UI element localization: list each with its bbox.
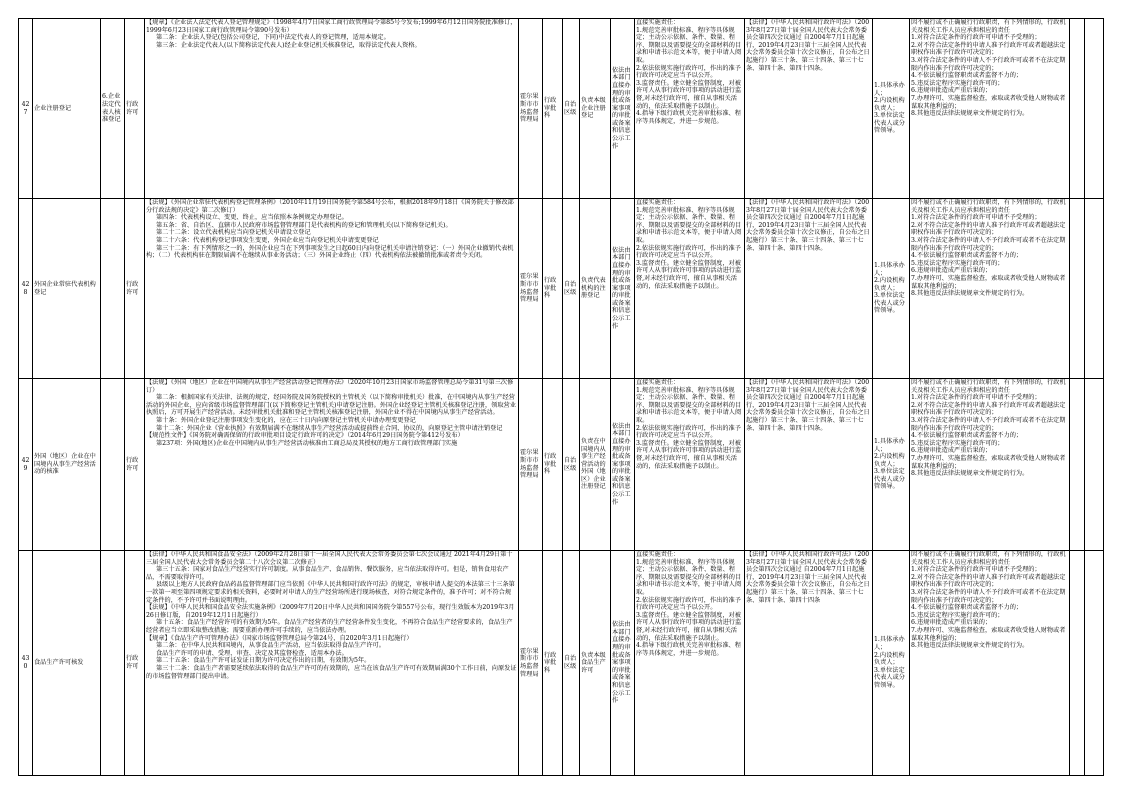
responsibility-detail	[635, 551, 745, 776]
scope-of-duty: 负责代表机构的注册登记	[580, 199, 611, 379]
item-type: 行政许可	[125, 199, 145, 379]
item-name: 食品生产许可核发	[33, 551, 101, 776]
row-number: 428	[19, 199, 33, 379]
act-line: 6.违规审批造成严重后果的；	[911, 87, 992, 95]
table-row	[19, 551, 1104, 776]
responsibility-basis: 【法律】《中华人民共和国行政许可法》（2003年8月27日第十届全国人民代表大会常务委员会第四次会议通过 自2004年7月1日起施行，2019年4月23日第十三届全国人民代表大会常务委员会第十次会议修正，自公布之日起施行）第三十条、第三十四条、第三十七条、第四十条、第四十四条。	[745, 19, 873, 199]
act-line: 4.不依法履行监督职责或者监督不力的；	[911, 72, 1023, 80]
table-row	[19, 19, 1104, 199]
basis-line: 第二十二条：设立代表机构应当向登记机关申请设立登记	[156, 229, 311, 237]
item-type: 行政许可	[125, 379, 145, 551]
accountability	[910, 379, 1070, 551]
basis-line: 第二条：在中华人民共和国境内，从事食品生产活动，应当依法取得食品生产许可。	[156, 642, 385, 650]
scope-of-duty: 负责在中国境内从事生产经营活动的外国（地区）企业注册登记	[580, 379, 611, 551]
responsibility-basis: 【法律】《中华人民共和国行政许可法》（2003年8月27日第十届全国人民代表大会常务委员会第四次会议通过 自2004年7月1日起施行，2019年4月23日第十三届全国人民代表大会常务委员会第十次会议修正，自公布之日起施行）第三十条、第三十四条、第三十七条、第四十条、第四十四条。	[745, 199, 873, 379]
act-line: 7.办理许可、实施监督检查，索取或者收受他人财物或者谋取其他利益的；	[911, 274, 1066, 290]
basis-line: 第237项：外国(地区)企业在中国境内从事生产经营活动核准由工商总局及其授权的地方工商行政管理部门实施	[156, 439, 458, 447]
act-line: 8.其他违反法律法规规章文件规定的行为。	[911, 110, 1029, 118]
sub-item-name	[101, 379, 125, 551]
act-line: 5.违反法定程序实施行政许可的；	[911, 79, 1004, 87]
sub-item-name: 6.企业法定代表人核准登记	[101, 19, 125, 199]
act-line: 4.不依法履行监督职责或者监督不力的；	[911, 604, 1023, 612]
empty-cell	[1085, 19, 1104, 199]
basis-line: 第二十五条：食品生产许可证发证日期为许可决定作出的日期，有效期为5年。	[156, 657, 371, 665]
responsibility-detail	[635, 379, 745, 551]
handling-unit: 行政审批科	[543, 199, 563, 379]
basis-line: 第十二条：外国企业《营业执照》有效期届满不在继续从事生产经营活动或提前终止合同、协议的，向原登记主管申请注销登记	[156, 424, 503, 432]
act-line: 7.办理许可、实施监督检查，索取或者收受他人财物或者谋取其他利益的；	[911, 626, 1066, 642]
scope-of-duty: 负责本级食品生产许可	[580, 551, 611, 776]
basis-line: 第十条：外国企业登记注册事项发生变化的，应在三十日内向原登记主管机关申请办理变更登记	[156, 416, 416, 424]
resp-line: 直接实施责任：	[636, 199, 680, 206]
resp-line: 1.规范完善审批标准、程序等具体规定；主动公示依据、条件、数量、程序、期限以及需要提交的全部材料的目录和申请书示范文本等，便于申请人阅取。	[636, 206, 742, 244]
accountability	[910, 19, 1070, 199]
handling-unit: 行政审批科	[543, 19, 563, 199]
resp-line: 2.依法依规实施行政许可，作出的准予行政许可决定应当予以公开。	[636, 244, 741, 260]
act-line: 3.对符合法定条件的申请人不予行政许可或者不在法定期限内作出准予行政许可决定的；	[911, 416, 1066, 432]
act-line: 3.对符合法定条件的申请人不予行政许可或者不在法定期限内作出准予行政许可决定的；	[911, 236, 1066, 252]
accountability	[910, 551, 1070, 776]
act-line: 5.违反法定程序实施行政许可的；	[911, 439, 1004, 447]
act-line: 5.违反法定程序实施行政许可的；	[911, 259, 1004, 267]
act-line: 8.其他违反法律法规规章文件规定的行为。	[911, 290, 1029, 298]
act-line: 3.对符合法定条件的申请人不予行政许可或者不在法定期限内作出准予行政许可决定的；	[911, 56, 1066, 72]
act-line: 1.对符合法定条件的行政许可申请不予受理的；	[911, 34, 1041, 42]
basis-line: 【法律】《中华人民共和国食品安全法》（2009年2月28日第十一届全国人民代表大会常务委员会第七次会议通过 2021年4月29日第十三届全国人民代表大会常务委员会第二十八次会议第二次修正）	[146, 551, 513, 566]
basis-line: 【规范性文件】《国务院对确需保留的行政审批项目设定行政许可的决定》（2014年6月29日国务院令第412号发布）	[146, 432, 464, 440]
basis-line: 食品生产许可的申请、受理、审查、决定及其监督检查，适用本办法。	[156, 649, 348, 657]
act-line: 2.对不符合法定条件的申请人准予行政许可或者超越法定职权作出准予行政许可决定的；	[911, 401, 1066, 417]
act-line: 1.对符合法定条件的行政许可申请不予受理的；	[911, 394, 1041, 402]
item-type: 行政许可	[125, 19, 145, 199]
resp-line: 3.监督责任。建立健全监督制度，对被许可人从事行政许可事项的活动进行监督,对未经行政许可，擅自从事相关活动的，依法采取措施予以制止。	[636, 611, 742, 642]
legal-basis	[145, 19, 519, 199]
implementing-agency: 霍尔果斯市市场监督管理局	[519, 551, 543, 776]
legal-basis	[145, 199, 519, 379]
empty-cell	[1085, 379, 1104, 551]
item-name: 企业注册登记	[33, 19, 101, 199]
implementing-agency: 霍尔果斯市市场监督管理局	[519, 19, 543, 199]
resp-line: 3.监督责任。建立健全监督制度，对被许可人从事行政许可事项的活动进行监督,对未经行政许可，擅自从事相关活动的，依法采取措施予以制止。	[636, 259, 742, 290]
act-line: 因不履行或不正确履行行政职责，有下列情形的，行政机关及相关工作人员应承担相应的责任	[911, 199, 1066, 214]
authority-level: 自治区级	[563, 199, 580, 379]
act-line: 3.对符合法定条件的申请人不予行政许可或者不在法定期限内作出准予行政许可决定的；	[911, 588, 1066, 604]
responsibility-basis: 【法律】《中华人民共和国行政许可法》（2003年8月27日第十届全国人民代表大会常务委员会第四次会议通过 自2004年7月1日起施行，2019年4月23日第十三届全国人民代表大会常务委员会第十次会议修正，自公布之日起施行）第三十条、第三十四条、第三十七条、第四十条、第四十四条。	[745, 379, 873, 551]
responsibility-type: 依法由本部门直接办理的审批或备案事项的审批或备案和信息公示工作	[611, 551, 635, 776]
act-line: 8.其他违反法律法规规章文件规定的行为。	[911, 470, 1029, 478]
basis-line: 【法规】《外国（地区）企业在中国境内从事生产经营活动登记管理办法》（2020年10月23日国家市场监督管理总局令第31号第三次修订）	[146, 379, 514, 394]
basis-line: 【规章】《企业法人法定代表人登记管理规定》（1998年4月7日国家工商行政管理局令第85号令发布;1999年6月12日国务院批准修订，1999年6月23日国家工商行政管理局令第90号发布）	[146, 19, 517, 34]
basis-line: 第二条：企业法人登记(包括公司登记，下同)中法定代表人的登记管理，适用本规定。	[156, 34, 390, 42]
resp-line: 直接实施责任：	[636, 19, 680, 26]
empty-cell	[1070, 199, 1085, 379]
act-line: 4.不依法履行监督职责或者监督不力的；	[911, 432, 1023, 440]
resp-line: 直接实施责任：	[636, 379, 680, 386]
row-number: 430	[19, 551, 33, 776]
basis-line: 第二十六条：代表机构登记事项发生变更，外国企业应当向登记机关申请变更登记	[156, 236, 379, 244]
basis-line: 县级以上地方人民政府食品药品监督管理部门应当依照《中华人民共和国行政许可法》的规定，审核申请人提交的本法第三十三条第一款第一项至第四项规定要求的相关资料，必要时对申请人的生产经营场所进行现场核查，对符合规定条件的，准予许可；对不符合规定条件的，不予许可并书面说明理由。	[146, 581, 515, 604]
item-name: 外国（地区）企业在中国境内从事生产经营活动的核准	[33, 379, 101, 551]
duty-holders: 1.具体承办人； 2.内设机构负责人； 3.单位法定代表人或分管领导。	[873, 551, 910, 776]
handling-unit: 行政审批科	[543, 379, 563, 551]
duty-holders: 1.具体承办人； 2.内设机构负责人； 3.单位法定代表人或分管领导。	[873, 199, 910, 379]
responsibility-type: 依法由本部门直接办理的审批或备案事项的审批或备案和信息公示工作	[611, 19, 635, 199]
resp-line: 2.依法依规实施行政许可，作出的准予行政许可决定应当予以公开。	[636, 64, 741, 80]
act-line: 4.不依法履行监督职责或者监督不力的；	[911, 252, 1023, 260]
act-line: 1.对符合法定条件的行政许可申请不予受理的；	[911, 214, 1041, 222]
handling-unit: 行政审批科	[543, 551, 563, 776]
resp-line: 3.监督责任。建立健全监督制度，对被许可人从事行政许可事项的活动进行监督,对未经行政许可，擅自从事相关活动的，依法采取措施予以制止。	[636, 79, 742, 110]
act-line: 6.违规审批造成严重后果的；	[911, 447, 992, 455]
resp-line: 3.监督责任。建立健全监督制度，对被许可人从事行政许可事项的活动进行监督,对未经行政许可，擅自从事相关活动的，依法采取措施予以制止。	[636, 439, 742, 470]
power-list-table	[18, 18, 1104, 776]
act-line: 因不履行或不正确履行行政职责，有下列情形的，行政机关及相关工作人员应承担相应的责任	[911, 379, 1066, 394]
act-line: 5.违反法定程序实施行政许可的；	[911, 611, 1004, 619]
scope-of-duty: 负责本级企业注册登记	[580, 19, 611, 199]
authority-level: 自治区级	[563, 19, 580, 199]
resp-line: 1.规范完善审批标准、程序等具体规定；主动公示依据、条件、数量、程序、期限以及需要提交的全部材料的目录和申请书示范文本等，便于申请人阅取。	[636, 26, 742, 64]
responsibility-detail	[635, 199, 745, 379]
legal-basis	[145, 379, 519, 551]
empty-cell	[1070, 19, 1085, 199]
responsibility-basis: 【法律】《中华人民共和国行政许可法》（2003年8月27日第十届全国人民代表大会常务委员会第四次会议通过 自2004年7月1日起施行，2019年4月23日第十三届全国人民代表大会常务委员会第十次会议修正，自公布之日起施行）第三十条、第三十四条、第三十七条、第四十条、第四十四条	[745, 551, 873, 776]
basis-line: 第五条：省、自治区、直辖市人民政府市场监督管理部门是代表机构的登记和管理机关(以下简称登记机关)。	[156, 221, 452, 229]
sub-item-name	[101, 199, 125, 379]
implementing-agency: 霍尔果斯市市场监督管理局	[519, 199, 543, 379]
basis-line: 【法规】《外国企业常驻代表机构登记管理条例》（2010年11月19日国务院令第584号公布，根据2018年9月18日《国务院关于修改部分行政法规的决定》第二次修订）	[146, 199, 514, 214]
accountability	[910, 199, 1070, 379]
authority-level: 自治区级	[563, 379, 580, 551]
legal-basis	[145, 551, 519, 776]
empty-cell	[1085, 551, 1104, 776]
responsibility-detail	[635, 19, 745, 199]
authority-level: 自治区级	[563, 551, 580, 776]
act-line: 1.对符合法定条件的行政许可申请不予受理的；	[911, 566, 1041, 574]
responsibility-type: 依法由本部门直接办理的审批或备案事项的审批或备案和信息公示工作	[611, 379, 635, 551]
act-line: 7.办理许可、实施监督检查，索取或者收受他人财物或者谋取其他利益的；	[911, 454, 1066, 470]
basis-line: 第二条：根据国家有关法律、法规的规定，经国务院及国务院授权的主管机关（以下简称审批机关）批准，在中国境内从事生产经营活动的外国企业，应向省级市场监督管理部门(以下简称登记主管机关)申请登记注册。外国企业经登记主管机关核准登记注册，领取营业执照后，方可开展生产经营活动。未经审批机关批准和登记主管机关核准登记注册，外国企业不得在中国境内从事生产经营活动。	[146, 394, 516, 417]
implementing-agency: 霍尔果斯市市场监督管理局	[519, 379, 543, 551]
empty-cell	[1070, 551, 1085, 776]
basis-line: 第三十五条：国家对食品生产经营实行许可制度。从事食品生产、食品销售、餐饮服务，应当依法取得许可。但是，销售食用农产品，不需要取得许可。	[146, 566, 509, 581]
resp-line: 直接实施责任：	[636, 551, 680, 558]
row-number: 429	[19, 379, 33, 551]
responsibility-type: 依法由本部门直接办理的审批或备案事项的审批或备案和信息公示工作	[611, 199, 635, 379]
row-number: 427	[19, 19, 33, 199]
duty-holders: 1.具体承办人； 2.内设机构负责人； 3.单位法定代表人或分管领导。	[873, 379, 910, 551]
resp-line: 4.指导下级行政机关完善审批标准、程序等具体规定，并进一步规范。	[636, 642, 741, 657]
basis-line: 【法规】《中华人民共和国食品安全法实施条例》（2009年7月20日中华人民共和国国务院令第557号公布，现行生效版本为2019年3月26日修订版，自2019年12月1日起施行）	[146, 604, 515, 619]
basis-line: 第四条：代表机构设立、变更、终止，应当依照本条例规定办理登记。	[156, 214, 348, 222]
item-name: 外国企业常驻代表机构登记	[33, 199, 101, 379]
resp-line: 4.指导下级行政机关完善审批标准、程序等具体规定，并进一步规范。	[636, 110, 741, 125]
act-line: 2.对不符合法定条件的申请人准予行政许可或者超越法定职权作出准予行政许可决定的；	[911, 41, 1066, 57]
empty-cell	[1085, 199, 1104, 379]
act-line: 因不履行或不正确履行行政职责，有下列情形的，行政机关及相关工作人员应承担相应的责任	[911, 19, 1066, 34]
table-row	[19, 199, 1104, 379]
basis-line: 第三条：企业法定代表人(以下简称法定代表人)经企业登记机关核准登记，取得法定代表人资格。	[156, 41, 421, 49]
resp-line: 2.依法依规实施行政许可，作出的准予行政许可决定应当予以公开。	[636, 596, 741, 612]
act-line: 7.办理许可、实施监督检查，索取或者收受他人财物或者谋取其他利益的；	[911, 94, 1066, 110]
act-line: 6.违规审批造成严重后果的；	[911, 619, 992, 627]
sub-item-name	[101, 551, 125, 776]
basis-line: 第十五条：食品生产经营许可的有效期为5年。食品生产经营者的生产经营条件发生变化，不再符合食品生产经营要求的，食品生产经营者应当立即采取整改措施；需要重新办理许可手续的，应当依法办理。	[146, 619, 513, 634]
act-line: 6.违规审批造成严重后果的；	[911, 267, 992, 275]
act-line: 因不履行或不正确履行行政职责，有下列情形的，行政机关及相关工作人员应承担相应的责任	[911, 551, 1066, 566]
resp-line: 1.规范完善审批标准、程序等具体规定；主动公示依据、条件、数量、程序、期限以及需要提交的全部材料的目录和申请书示范文本等，便于申请人阅取。	[636, 558, 742, 596]
empty-cell	[1070, 379, 1085, 551]
resp-line: 2.依法依规实施行政许可，作出的准予行政许可决定应当予以公开。	[636, 424, 741, 440]
resp-line: 1.规范完善审批标准、程序等具体规定；主动公示依据、条件、数量、程序、期限以及需要提交的全部材料的目录和申请书示范文本等，便于申请人阅取。	[636, 386, 742, 424]
duty-holders: 1.具体承办人； 2.内设机构负责人； 3.单位法定代表人或分管领导。	[873, 19, 910, 199]
act-line: 8.其他违反法律法规规章文件规定的行为。	[911, 642, 1029, 650]
basis-line: 第三十二条：食品生产者需要延续依法取得的食品生产许可的有效期的，应当在该食品生产许可有效期届满30个工作日前，向原发证的市场监督管理部门提出申请。	[146, 664, 517, 680]
basis-line: 第三十二条：有下列情形之一的，外国企业应当在下列事项发生之日起60日内向登记机关申请注销登记：（一）外国企业撤销代表机构；（二）代表机构驻在期限届满不在继续从事业务活动；（三）外国企业终止（四）代表机构依法被撤销批准或者责令关闭。	[146, 244, 514, 260]
item-type: 行政许可	[125, 551, 145, 776]
table-row	[19, 379, 1104, 551]
act-line: 2.对不符合法定条件的申请人准予行政许可或者超越法定职权作出准予行政许可决定的；	[911, 221, 1066, 237]
act-line: 2.对不符合法定条件的申请人准予行政许可或者超越法定职权作出准予行政许可决定的；	[911, 573, 1066, 589]
basis-line: 【规章】《食品生产许可管理办法》（国家市场监督管理总局令第24号，自2020年3月1日起施行）	[146, 634, 413, 642]
